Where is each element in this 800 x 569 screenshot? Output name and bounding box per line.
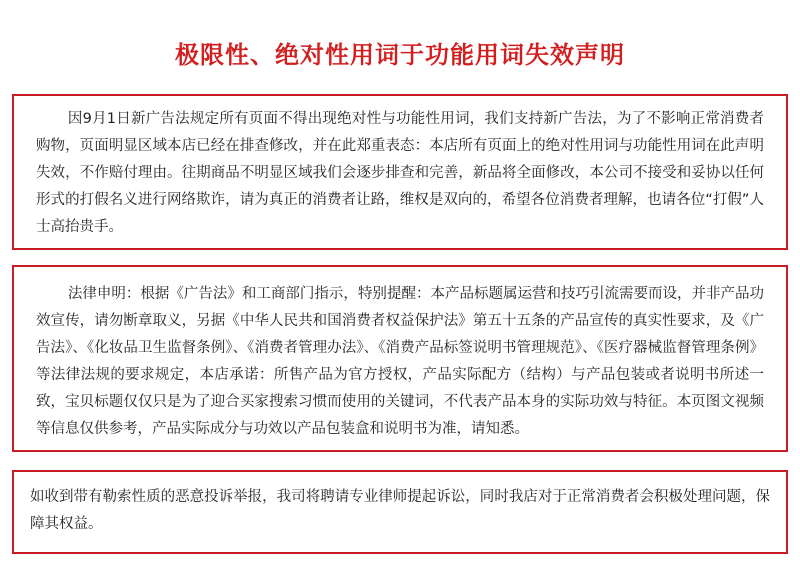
notice-box-advertising-law	[12, 94, 788, 250]
complaint-warning-paragraph: 如收到带有勒索性质的恶意投诉举报，我司将聘请专业律师提起诉讼，同时我店对于正常消费者会积极处理问题，保障其权益。	[30, 489, 770, 532]
notice-box-legal-statement	[12, 265, 788, 452]
notice-box-complaint-warning	[12, 470, 788, 554]
page-title: 极限性、绝对性用词于功能用词失效声明	[175, 41, 625, 69]
legal-statement-paragraph: 法律申明：根据《广告法》和工商部门指示，特别提醒：本产品标题属运营和技巧引流需要而设，并非产品功效宣传，请勿断章取义，另据《中华人民共和国消费者权益保护法》第五十五条的产品宣传的真实性要求，及《广告法》、《化妆品卫生监督条例》、《消费者管理办法》、《消费产品标签说明书管理规范》、《医疗器械监督管理条例》等法律法规的要求规定，本店承诺：所售产品为官方授权，产品实际配方（结构）与产品包装或者说明书所述一致，宝贝标题仅仅只是为了迎合买家搜索习惯而使用的关键词，不代表产品本身的实际功效与特征。本页图文视频等信息仅供参考，产品实际成分与功效以产品包装盒和说明书为准，请知悉。	[36, 286, 764, 437]
notice-paragraph: 因9月1日新广告法规定所有页面不得出现绝对性与功能性用词，我们支持新广告法，为了不影响正常消费者购物，页面明显区域本店已经在排查修改，并在此郑重表态：本店所有页面上的绝对性用词与功能性用词在此声明失效，不作赔付理由。往期商品不明显区域我们会逐步排查和完善，新品将全面修改，本公司不接受和妥协以任何形式的打假名义进行网络欺诈，请为真正的消费者让路，维权是双向的，希望各位消费者理解，也请各位“打假”人士高抬贵手。	[36, 111, 764, 235]
